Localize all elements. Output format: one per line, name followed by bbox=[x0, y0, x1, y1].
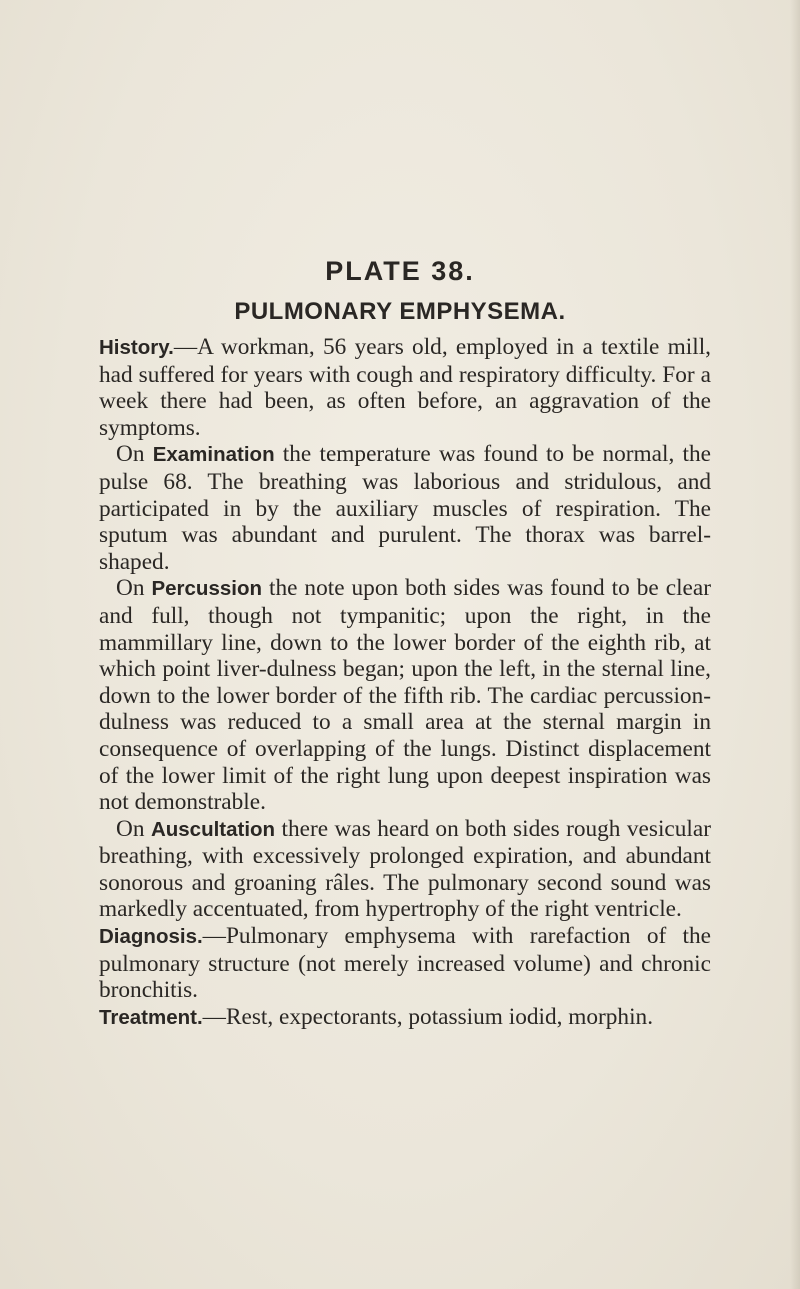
percussion-prefix: On bbox=[116, 575, 152, 602]
diagnosis-heading: Diagnosis. bbox=[99, 925, 203, 949]
auscultation-text: there was heard on both sides rough vesicular breathing, with excessively prolonged expiration, and abundant sonorous and groaning râles. The pulmonary second sound was markedly accentuated, from hypertrophy of the right ventricle. bbox=[99, 815, 711, 923]
treatment-heading: Treatment. bbox=[99, 1005, 203, 1029]
auscultation-prefix: On bbox=[116, 815, 151, 842]
case-report-body bbox=[99, 334, 711, 1031]
percussion-text: the note upon both sides was found to be clear and full, though not tympanitic; upon the right, in the mammillary line, down to the lower border of the eighth rib, at which point liver-dulness began; upon the left, in the sternal line, down to the lower border of the fifth rib. The cardiac percussion-dulness was reduced to a small area at the sternal margin in consequence of overlapping of the lungs. Distinct displacement of the lower limit of the right lung upon deepest inspiration was not demonstrable. bbox=[99, 575, 711, 816]
auscultation-heading: Auscultation bbox=[150, 817, 276, 841]
history-paragraph bbox=[99, 334, 711, 441]
page-edge-shadow bbox=[790, 0, 800, 1289]
examination-heading: Examination bbox=[152, 443, 275, 467]
document-subtitle: PULMONARY EMPHYSEMA. bbox=[234, 298, 566, 325]
examination-text: the temperature was found to be normal, the pulse 68. The breathing was laborious and stridulous, and participated in by the auxiliary muscles of respiration. The sputum was abundant and purulent. The thorax was barrel-shaped. bbox=[99, 441, 711, 575]
treatment-text: —Rest, expectorants, potassium iodid, morphin. bbox=[202, 1003, 654, 1030]
history-heading: History. bbox=[99, 336, 174, 359]
percussion-paragraph bbox=[99, 575, 711, 815]
percussion-heading: Percussion bbox=[151, 577, 262, 601]
plate-title: PLATE 38. bbox=[325, 256, 475, 286]
treatment-paragraph bbox=[99, 1004, 711, 1032]
history-text: —A workman, 56 years old, employed in a textile mill, had suffered for years with cough and respiratory difficulty. For a week there had been, as often before, an aggravation of the symptoms. bbox=[99, 334, 711, 441]
examination-paragraph bbox=[99, 441, 711, 575]
auscultation-paragraph bbox=[99, 816, 711, 923]
diagnosis-text: —Pulmonary emphysema with rarefaction of the pulmonary structure (not merely increased volume) and chronic bronchitis. bbox=[99, 923, 711, 1004]
examination-prefix: On bbox=[116, 441, 153, 468]
diagnosis-paragraph bbox=[99, 923, 711, 1004]
